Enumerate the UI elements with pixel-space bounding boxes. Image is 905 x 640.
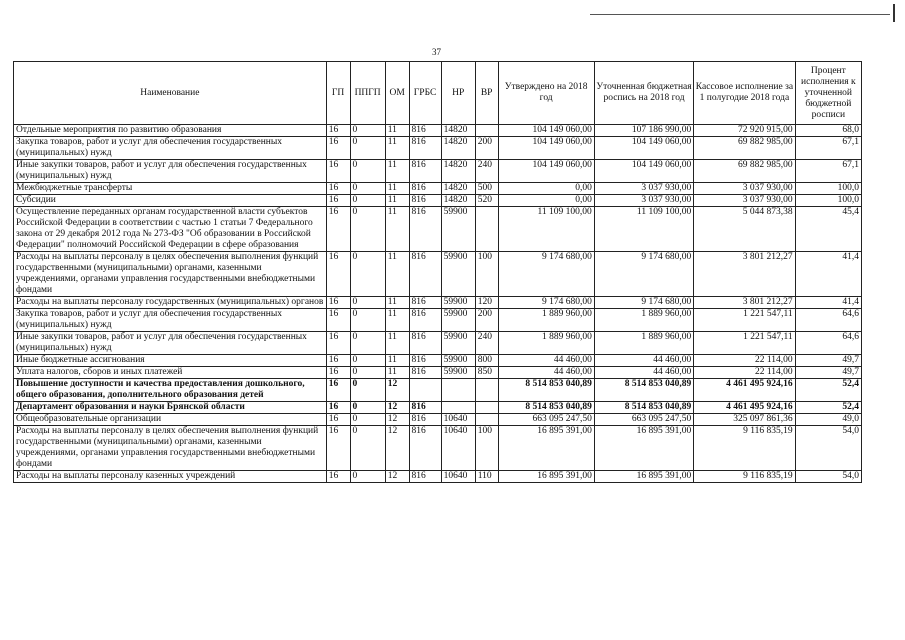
col-header-grbs: ГРБС [409,62,441,125]
table-row [14,160,862,183]
page-number: 37 [432,47,441,57]
table-cell: 1 889 960,00 [498,309,594,332]
table-cell: 16 [326,426,350,471]
table-cell [475,402,498,414]
table-cell: 11 [385,355,409,367]
table-cell: 663 095 247,50 [498,414,594,426]
row-name-cell: Закупка товаров, работ и услуг для обеспечения государственных (муниципальных) нужд [14,309,327,332]
row-name-cell: Закупка товаров, работ и услуг для обеспечения государственных (муниципальных) нужд [14,137,327,160]
table-cell: 16 895 391,00 [594,471,693,483]
table-cell: 0,00 [498,183,594,195]
table-cell: 9 116 835,19 [694,471,795,483]
table-cell: 816 [409,309,441,332]
table-cell: 59900 [441,309,475,332]
table-cell: 54,0 [795,426,861,471]
table-cell: 0 [350,125,385,137]
col-header-om: ОМ [385,62,409,125]
table-cell: 0 [350,297,385,309]
top-rule [590,14,890,15]
table-cell: 44 460,00 [594,367,693,379]
table-cell: 16 [326,297,350,309]
table-cell: 0 [350,414,385,426]
table-cell: 8 514 853 040,89 [498,402,594,414]
table-cell: 104 149 060,00 [498,137,594,160]
table-cell: 0,00 [498,195,594,207]
table-cell: 16 895 391,00 [594,426,693,471]
table-cell: 520 [475,195,498,207]
table-cell: 110 [475,471,498,483]
table-cell: 663 095 247,50 [594,414,693,426]
table-cell: 12 [385,379,409,402]
table-row [14,207,862,252]
table-cell: 0 [350,183,385,195]
table-cell: 100,0 [795,195,861,207]
col-header-nr: НР [441,62,475,125]
row-name-cell: Департамент образования и науки Брянской области [14,402,327,414]
table-cell: 44 460,00 [594,355,693,367]
table-cell: 100 [475,426,498,471]
table-row [14,471,862,483]
table-row [14,252,862,297]
table-cell: 16 895 391,00 [498,426,594,471]
table-cell: 0 [350,252,385,297]
table-cell: 16 [326,183,350,195]
table-cell: 816 [409,195,441,207]
table-row [14,125,862,137]
table-cell: 9 174 680,00 [594,252,693,297]
table-cell: 3 037 930,00 [694,195,795,207]
table-cell: 14820 [441,137,475,160]
table-cell: 22 114,00 [694,367,795,379]
table-cell: 816 [409,471,441,483]
table-cell: 16 [326,332,350,355]
table-cell: 200 [475,137,498,160]
table-cell: 1 889 960,00 [594,309,693,332]
col-header-percent: Процент исполнения к уточненной бюджетной росписи [795,62,861,125]
table-cell: 816 [409,367,441,379]
row-name-cell: Общеобразовательные организации [14,414,327,426]
table-cell: 9 174 680,00 [498,252,594,297]
table-cell: 12 [385,414,409,426]
table-cell: 4 461 495 924,16 [694,402,795,414]
table-cell: 500 [475,183,498,195]
table-row [14,183,862,195]
table-header-row [14,62,862,125]
table-cell: 0 [350,160,385,183]
table-cell: 41,4 [795,252,861,297]
table-cell: 16 [326,414,350,426]
row-name-cell: Расходы на выплаты персоналу государственных (муниципальных) органов [14,297,327,309]
table-cell: 16 [326,367,350,379]
table-cell [475,414,498,426]
table-row [14,137,862,160]
table-cell: 816 [409,297,441,309]
table-cell: 11 [385,367,409,379]
table-cell: 8 514 853 040,89 [594,379,693,402]
row-name-cell: Расходы на выплаты персоналу в целях обеспечения выполнения функций государственными (муниципальными) органами, казенными учреждениями, органами управления государственными внебюджетными фондами [14,426,327,471]
row-name-cell: Субсидии [14,195,327,207]
table-cell: 11 [385,252,409,297]
table-cell: 41,4 [795,297,861,309]
col-header-cash-execution: Кассовое исполнение за 1 полугодие 2018 года [694,62,795,125]
table-cell: 11 [385,332,409,355]
table-cell: 54,0 [795,471,861,483]
table-cell: 16 [326,160,350,183]
table-cell: 12 [385,426,409,471]
table-cell: 44 460,00 [498,355,594,367]
col-header-vr: ВР [475,62,498,125]
table-cell [475,125,498,137]
row-name-cell: Иные закупки товаров, работ и услуг для обеспечения государственных (муниципальных) нужд [14,160,327,183]
table-row [14,426,862,471]
table-cell: 240 [475,332,498,355]
table-cell: 22 114,00 [694,355,795,367]
col-header-gp: ГП [326,62,350,125]
table-cell: 0 [350,332,385,355]
row-name-cell: Повышение доступности и качества предоставления дошкольного, общего образования, дополнительного образования детей [14,379,327,402]
table-cell: 325 097 861,36 [694,414,795,426]
table-cell: 9 116 835,19 [694,426,795,471]
table-cell: 0 [350,137,385,160]
table-cell: 100,0 [795,183,861,195]
table-cell: 49,0 [795,414,861,426]
table-cell: 800 [475,355,498,367]
table-cell: 1 221 547,11 [694,332,795,355]
table-cell: 816 [409,414,441,426]
table-row [14,309,862,332]
table-cell: 14820 [441,125,475,137]
budget-table [13,61,862,483]
table-row [14,402,862,414]
table-cell: 11 [385,207,409,252]
table-cell: 52,4 [795,379,861,402]
table-cell: 816 [409,332,441,355]
table-cell: 52,4 [795,402,861,414]
table-cell: 59900 [441,355,475,367]
table-cell: 240 [475,160,498,183]
table-cell: 69 882 985,00 [694,137,795,160]
table-cell: 49,7 [795,367,861,379]
table-cell: 14820 [441,160,475,183]
col-header-refined: Уточненная бюджетная роспись на 2018 год [594,62,693,125]
table-cell: 16 [326,471,350,483]
table-cell: 8 514 853 040,89 [594,402,693,414]
table-cell: 16 [326,207,350,252]
table-cell: 9 174 680,00 [498,297,594,309]
table-row [14,195,862,207]
table-cell: 0 [350,402,385,414]
table-cell: 11 [385,297,409,309]
table-cell: 816 [409,125,441,137]
table-cell: 4 461 495 924,16 [694,379,795,402]
table-cell: 64,6 [795,332,861,355]
row-name-cell: Уплата налогов, сборов и иных платежей [14,367,327,379]
table-cell [441,402,475,414]
table-cell: 1 889 960,00 [498,332,594,355]
table-cell [409,379,441,402]
table-cell: 12 [385,402,409,414]
table-cell: 67,1 [795,160,861,183]
table-cell: 816 [409,355,441,367]
table-cell: 59900 [441,332,475,355]
col-header-ppgp: ППГП [350,62,385,125]
table-cell: 72 920 915,00 [694,125,795,137]
table-cell: 816 [409,426,441,471]
table-cell: 12 [385,471,409,483]
table-cell: 1 221 547,11 [694,309,795,332]
table-cell: 816 [409,160,441,183]
table-cell: 64,6 [795,309,861,332]
table-cell: 3 037 930,00 [694,183,795,195]
table-cell: 16 [326,309,350,332]
table-cell: 16 [326,125,350,137]
table-cell: 10640 [441,471,475,483]
row-name-cell: Расходы на выплаты персоналу казенных учреждений [14,471,327,483]
table-cell: 120 [475,297,498,309]
row-name-cell: Осуществление переданных органам государственной власти субъектов Российской Федерации в соответствии с частью 1 статьи 7 Федерального закона от 29 декабря 2012 года № 273-ФЗ "Об образовании в Российской Федерации" полномочий Российской Федерации в сфере образования [14,207,327,252]
col-header-name: Наименование [14,62,327,125]
table-cell: 11 [385,137,409,160]
table-cell: 11 [385,125,409,137]
table-cell: 49,7 [795,355,861,367]
row-name-cell: Отдельные мероприятия по развитию образования [14,125,327,137]
table-cell: 8 514 853 040,89 [498,379,594,402]
table-cell: 16 [326,252,350,297]
table-cell: 16 [326,379,350,402]
table-cell: 104 149 060,00 [594,137,693,160]
table-cell: 67,1 [795,137,861,160]
table-cell: 11 [385,195,409,207]
row-name-cell: Межбюджетные трансферты [14,183,327,195]
table-cell: 0 [350,471,385,483]
table-cell: 816 [409,183,441,195]
table-cell: 816 [409,402,441,414]
table-cell: 0 [350,367,385,379]
table-cell [475,379,498,402]
table-cell: 816 [409,137,441,160]
table-cell: 68,0 [795,125,861,137]
table-cell: 11 [385,183,409,195]
row-name-cell: Расходы на выплаты персоналу в целях обеспечения выполнения функций государственными (муниципальными) органами, казенными учреждениями, органами управления государственными внебюджетными фондами [14,252,327,297]
table-cell: 816 [409,252,441,297]
row-name-cell: Иные закупки товаров, работ и услуг для обеспечения государственных (муниципальных) нужд [14,332,327,355]
table-cell: 11 [385,160,409,183]
table-cell: 16 895 391,00 [498,471,594,483]
table-cell: 3 801 212,27 [694,297,795,309]
table-cell: 45,4 [795,207,861,252]
col-header-approved: Утверждено на 2018 год [498,62,594,125]
table-cell [441,379,475,402]
table-cell: 16 [326,355,350,367]
table-row [14,367,862,379]
table-cell: 816 [409,207,441,252]
table-row [14,332,862,355]
table-cell: 14820 [441,183,475,195]
table-row [14,355,862,367]
table-row [14,297,862,309]
table-cell: 10640 [441,414,475,426]
table-cell: 1 889 960,00 [594,332,693,355]
top-mark [893,4,895,22]
table-cell: 200 [475,309,498,332]
table-row [14,379,862,402]
table-row [14,414,862,426]
table-cell: 107 186 990,00 [594,125,693,137]
table-cell: 10640 [441,426,475,471]
table-cell: 3 801 212,27 [694,252,795,297]
table-cell: 59900 [441,207,475,252]
table-cell: 0 [350,426,385,471]
table-cell: 16 [326,137,350,160]
table-cell: 3 037 930,00 [594,183,693,195]
table-cell: 850 [475,367,498,379]
table-cell: 104 149 060,00 [498,160,594,183]
table-cell: 0 [350,355,385,367]
table-cell: 5 044 873,38 [694,207,795,252]
table-cell: 0 [350,309,385,332]
table-cell: 59900 [441,297,475,309]
table-cell [475,207,498,252]
table-cell: 0 [350,207,385,252]
table-cell: 11 109 100,00 [594,207,693,252]
table-cell: 69 882 985,00 [694,160,795,183]
table-cell: 14820 [441,195,475,207]
table-cell: 0 [350,379,385,402]
row-name-cell: Иные бюджетные ассигнования [14,355,327,367]
table-cell: 16 [326,195,350,207]
table-cell: 104 149 060,00 [498,125,594,137]
table-cell: 59900 [441,252,475,297]
table-cell: 100 [475,252,498,297]
table-cell: 44 460,00 [498,367,594,379]
table-cell: 3 037 930,00 [594,195,693,207]
table-cell: 9 174 680,00 [594,297,693,309]
table-cell: 0 [350,195,385,207]
table-cell: 16 [326,402,350,414]
table-cell: 11 109 100,00 [498,207,594,252]
table-cell: 11 [385,309,409,332]
table-cell: 104 149 060,00 [594,160,693,183]
table-cell: 59900 [441,367,475,379]
